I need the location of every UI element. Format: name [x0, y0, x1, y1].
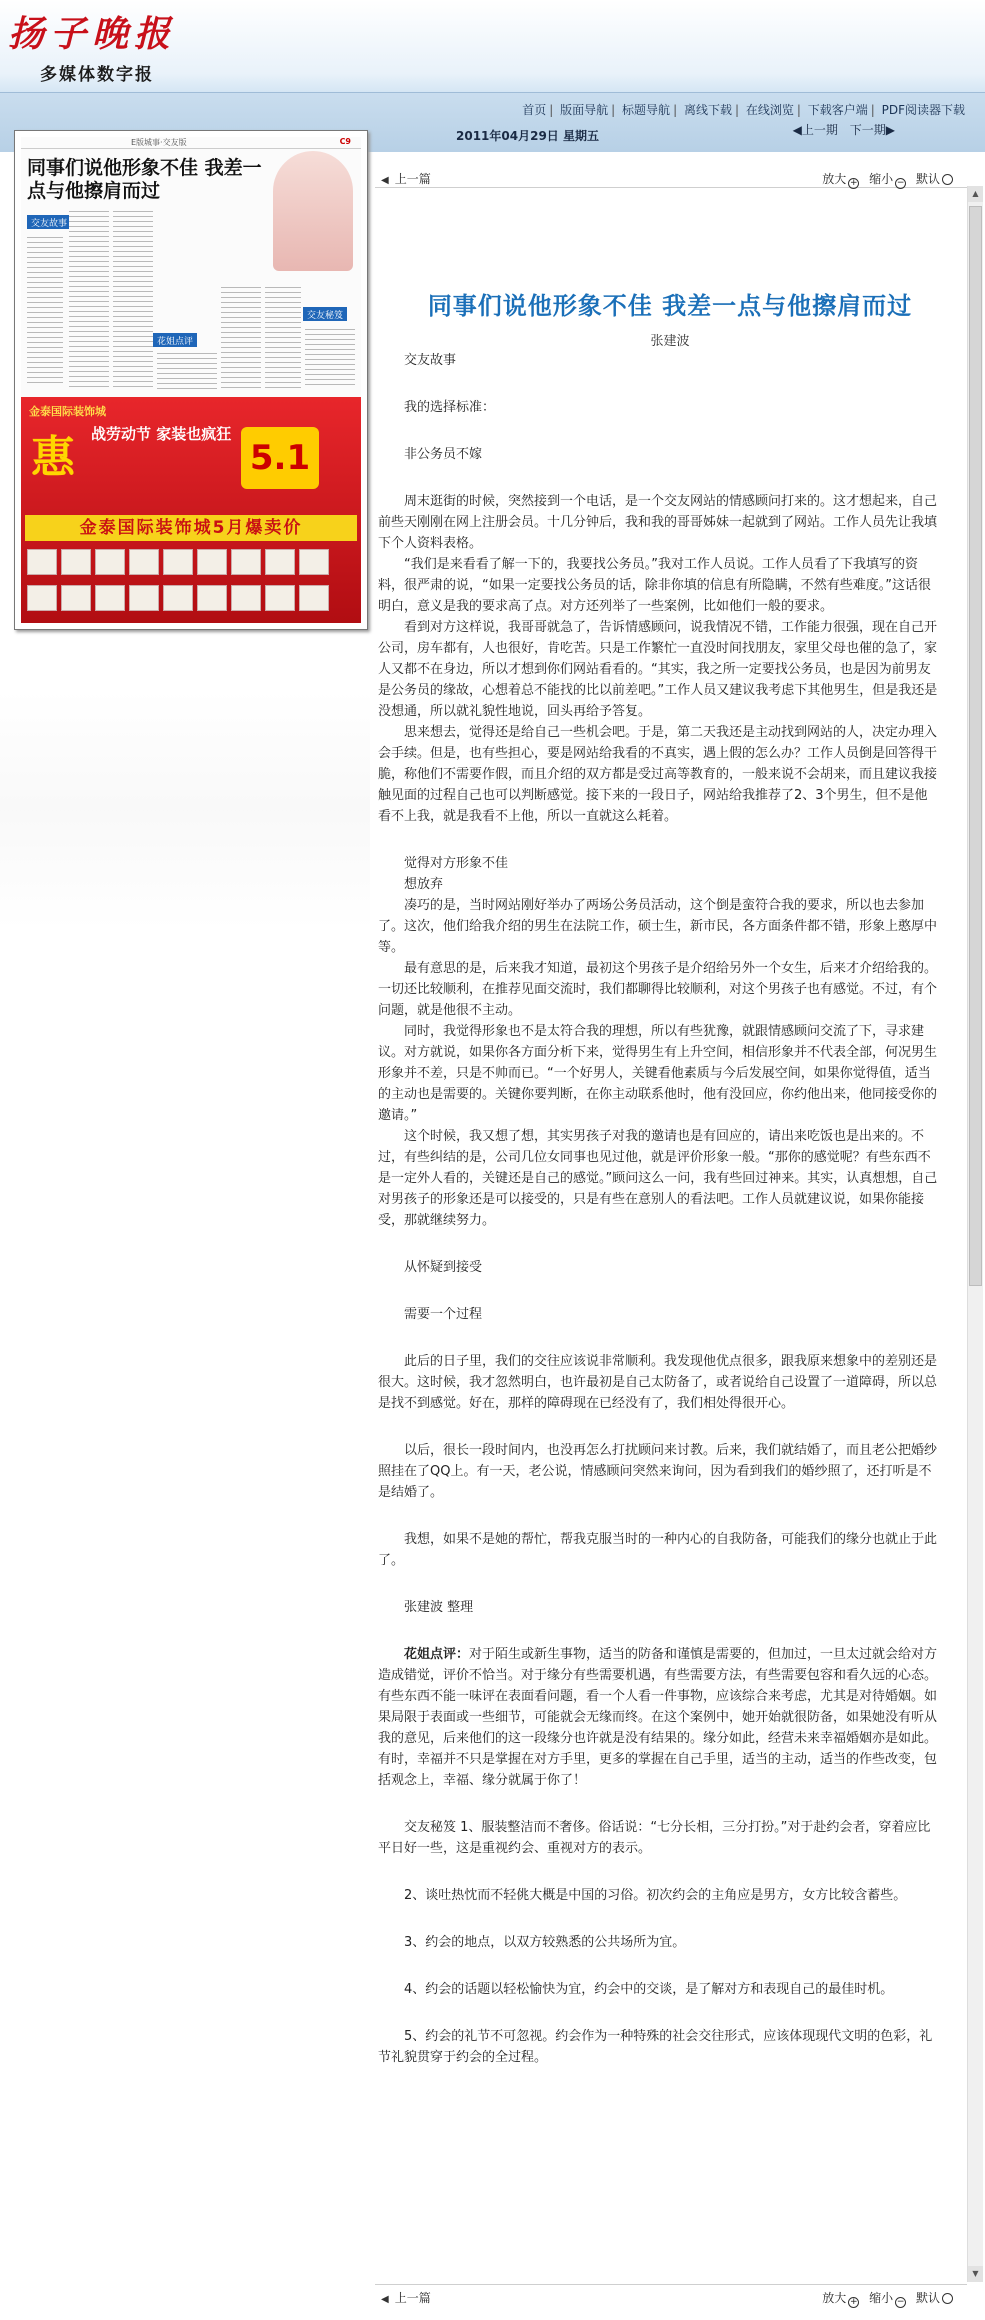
article-paragraph: 我想，如果不是她的帮忙，帮我克服当时的一种内心的自我防备，可能我们的缘分也就止于此了。	[378, 1532, 938, 1568]
article-tip: 2、谈吐热忱而不轻佻大概是中国的习俗。初次约会的主角应是男方，女方比较含蓄些。	[404, 1888, 907, 1903]
article-toolbar-top	[375, 166, 967, 188]
plus-icon: +	[850, 2297, 858, 2307]
zoom-out-button[interactable]: 缩小 −	[869, 2291, 905, 2307]
nav-page-navigation[interactable]: 版面导航	[560, 103, 609, 117]
radio-icon	[942, 2293, 953, 2304]
article-paragraph: 此后的日子里，我们的交往应该说非常顺利。我发现他优点很多，跟我原来想象中的差别还是很大。这时候，我才忽然明白，也许最初是自己太防备了，或者说给自己设置了一道障碍，所以总是找不到感觉。好在，那样的障碍现在已经没有了，我们相处得很开心。	[378, 1354, 938, 1411]
ad-product-image	[27, 549, 57, 575]
nav-client-download[interactable]: 下载客户端	[807, 103, 868, 117]
thumbnail-page-number: C9	[339, 137, 351, 146]
article-paragraph: 思来想去，觉得还是给自己一些机会吧。于是，第二天我还是主动找到网站的人，决定办理入会手续。但是，也有些担心，要是网站给我看的不真实，遇上假的怎么办？工作人员倒是回答得干脆，称他们不需要作假，而且介绍的双方都是受过高等教育的，一般来说不会胡来，而且建议我接触见面的过程自己也可以判断感觉。接下来的一段日子，网站给我推荐了2、3个男生，但不是他看不上我，就是我看不上他，所以一直就这么耗着。	[378, 725, 938, 824]
thumbnail-tag-comment: 花姐点评	[153, 333, 197, 347]
article-tip: 交友秘笈 1、服装整洁而不奢侈。俗话说：“七分长相，三分打扮。”对于赴约会者，穿着应比平日好一些，这是重视约会、重视对方的表示。	[378, 1820, 931, 1856]
ad-product-image	[299, 549, 329, 575]
site-header	[0, 0, 985, 92]
zoom-in-button[interactable]: 放大 +	[822, 172, 858, 188]
ad-product-image	[27, 585, 57, 611]
ad-banner: 金泰国际装饰城5月爆卖价	[25, 515, 357, 541]
thumbnail-text-column	[305, 325, 355, 389]
thumbnail-tag-tips: 交友秘笈	[303, 307, 347, 321]
article-byline: 张建波 整理	[404, 1600, 474, 1615]
site-logo[interactable]: 扬子晚报	[8, 13, 177, 55]
article-toolbar-bottom	[375, 2284, 967, 2306]
thumbnail-headline[interactable]: 同事们说他形象不佳 我差一点与他擦肩而过	[27, 157, 262, 202]
nav-title-navigation[interactable]: 标题导航	[622, 103, 671, 117]
thumbnail-tag-story: 交友故事	[27, 215, 71, 229]
ad-slogan: 战劳动节 家装也疯狂	[91, 425, 232, 443]
ad-product-image	[299, 585, 329, 611]
article-paragraph: 凑巧的是，当时网站刚好举办了两场公务员活动，这个倒是蛮符合我的要求，所以也去参加了。这次，他们给我介绍的男生在法院工作，硕士生，新市民，各方面条件都不错，形象上憨厚中等。	[378, 898, 938, 955]
article-subheading: 觉得对方形象不佳	[404, 856, 509, 871]
ad-product-image	[197, 549, 227, 575]
site-subtitle: 多媒体数字报	[40, 65, 154, 85]
page-thumbnail-image[interactable]	[21, 137, 361, 623]
zoom-out-button[interactable]: 缩小 −	[869, 172, 905, 188]
article-paragraph: 我的选择标准：	[404, 400, 496, 415]
zoom-in-button[interactable]: 放大 +	[822, 2291, 858, 2307]
ad-headline-char: 惠	[31, 432, 75, 483]
thumbnail-text-column	[265, 283, 301, 389]
article-paragraph: 最有意思的是，后来我才知道，最初这个男孩子是介绍给另外一个女生，后来才介绍给我的。一切还比较顺利，在推荐见面交流时，我们都聊得比较顺利，对这个男孩子也有感觉。不过，有个问题，就是他很不主动。	[378, 961, 938, 1018]
ad-product-image	[61, 549, 91, 575]
thumbnail-section: E版城事·交友版	[131, 138, 187, 147]
article-paragraph: 以后，很长一段时间内，也没再怎么打扰顾问来讨教。后来，我们就结婚了，而且老公把婚纱照挂在了QQ上。有一天，老公说，情感顾问突然来询问，因为看到我们的婚纱照了，还打听是不是结婚了。	[378, 1443, 938, 1500]
next-issue-link[interactable]: 下一期▶	[849, 123, 895, 137]
left-blank-area	[0, 690, 370, 930]
thumbnail-text-column	[113, 207, 153, 387]
ad-product-image	[163, 549, 193, 575]
prev-article-link-bottom[interactable]: ◀ 上一篇	[381, 2291, 431, 2305]
thumbnail-text-column	[27, 233, 63, 383]
thumbnail-advertisement	[21, 397, 361, 623]
ad-product-image	[231, 549, 261, 575]
article-tip: 4、约会的话题以轻松愉快为宜，约会中的交谈，是了解对方和表现自己的最佳时机。	[404, 1982, 894, 1997]
minus-icon: −	[896, 178, 905, 188]
article-paragraph: 周末逛街的时候，突然接到一个电话，是一个交友网站的情感顾问打来的。这才想起来，自己前些天刚刚在网上注册会员。十几分钟后，我和我的哥哥姊妹一起就到了网站。工作人员先让我填下个人资料表格。	[378, 494, 938, 551]
thumbnail-text-column	[221, 283, 261, 389]
nav-pdf-reader-download[interactable]: PDF阅读器下载	[881, 103, 965, 117]
thumbnail-text-column	[69, 207, 109, 387]
nav-home[interactable]: 首页	[522, 103, 547, 117]
thumbnail-illustration	[273, 151, 353, 271]
scrollbar-thumb[interactable]	[969, 206, 982, 1286]
ad-product-image	[197, 585, 227, 611]
issue-date: 2011年04月29日 星期五	[456, 129, 599, 143]
comment-label: 花姐点评：	[404, 1647, 470, 1662]
ad-brand: 金泰国际装饰城	[29, 405, 106, 418]
right-arrow-icon: ▶	[885, 123, 895, 137]
article-paragraph: 交友故事	[404, 353, 457, 368]
article-body	[378, 350, 940, 2068]
scroll-up-arrow-icon[interactable]: ▲	[968, 186, 983, 202]
nav-offline-download[interactable]: 离线下载	[683, 103, 732, 117]
radio-icon	[942, 174, 953, 185]
thumbnail-text-column	[157, 349, 217, 389]
article-subheading: 需要一个过程	[404, 1307, 483, 1322]
article-subheading: 想放弃	[404, 877, 444, 892]
ad-date-badge: 5.1	[241, 427, 319, 489]
left-triangle-icon: ◀	[381, 2294, 389, 2305]
zoom-default-button[interactable]: 默认	[916, 172, 959, 186]
article-author: 张建波	[650, 334, 690, 349]
article-comment	[378, 1644, 940, 1791]
article-scrollbar[interactable]	[967, 186, 983, 2282]
ad-product-image	[163, 585, 193, 611]
article-paragraph: 看到对方这样说，我哥哥就急了，告诉情感顾问，说我情况不错，工作能力很强，现在自己开公司，房车都有，人也很好，肯吃苦。只是工作繁忙一直没时间找朋友，家里父母也催的急了，家人又都不在身边，所以才想到你们网站看看的。“其实，我之所一定要找公务员，也是因为前男友是公务员的缘故，心想着总不能找的比以前差吧。”工作人员又建议我考虑下其他男生，但是我还是没想通，所以就礼貌性地说，回头再给予答复。	[378, 620, 938, 719]
zoom-controls-bottom	[822, 2289, 959, 2308]
thumbnail-header	[21, 137, 361, 149]
prev-article-link[interactable]: ◀ 上一篇	[381, 172, 431, 186]
minus-icon: −	[896, 2297, 905, 2307]
article-title: 同事们说他形象不佳 我差一点与他擦肩而过	[427, 292, 913, 320]
ad-product-image	[265, 549, 295, 575]
left-arrow-icon: ◀	[792, 123, 802, 137]
ad-product-image	[265, 585, 295, 611]
ad-product-image	[231, 585, 261, 611]
scroll-down-arrow-icon[interactable]: ▼	[968, 2266, 983, 2282]
comment-text: 对于陌生或新生事物，适当的防备和谨慎是需要的，但加过，一旦太过就会给对方造成错觉，评价不恰当。对于缘分有些需要机遇，有些需要方法，有些需要包容和看久远的心态。有些东西不能一味评在表面看问题，看一个人看一件事物，应该综合来考虑，尤其是对待婚姻。如果局限于表面或一些细节，可能就会无缘而终。在这个案例中，她开始就很防备，如果她没有听从我的意见，后来他们的这一段缘分也许就是没有结果的。缘分如此，经营未来幸福婚姻亦是如此。有时，幸福并不只是掌握在对方手里，更多的掌握在自己手里，适当的主动，适当的作些改变，包括观念上，幸福、缘分就属于你了！	[378, 1647, 938, 1788]
left-triangle-icon: ◀	[381, 175, 389, 186]
page-thumbnail[interactable]	[14, 130, 368, 630]
nav-online-browse[interactable]: 在线浏览	[745, 103, 794, 117]
article-paragraph: 这个时候，我又想了想，其实男孩子对我的邀请也是有回应的，请出来吃饭也是出来的。不过，有些纠结的是，公司几位女同事也见过他，就是评价形象一般。“那你的感觉呢？有些东西不是一定外人看的，关键还是自己的感觉。”顾问这么一问，我有些回过神来。其实，认真想想，自己对男孩子的形象还是可以接受的，只是有些在意别人的看法吧。工作人员就建议说，如果你能接受，那就继续努力。	[378, 1129, 938, 1228]
ad-product-image	[61, 585, 91, 611]
article-tip: 5、约会的礼节不可忽视。约会作为一种特殊的社会交往形式，应该体现现代文明的色彩，礼节礼貌贯穿于约会的全过程。	[378, 2029, 933, 2065]
ad-product-image	[95, 585, 125, 611]
article-tip: 3、约会的地点，以双方较熟悉的公共场所为宜。	[404, 1935, 686, 1950]
article-paragraph: “我们是来看看了解一下的，我要找公务员。”我对工作人员说。工作人员看了下我填写的资料，很严肃的说，“如果一定要找公务员的话，除非你填的信息有所隐瞒，不然有些难度。”这话很明白，意义是我的要求高了点。对方还列举了一些案例，比如他们一般的要求。	[378, 557, 931, 614]
ad-product-image	[95, 549, 125, 575]
article-paragraph: 同时，我觉得形象也不是太符合我的理想，所以有些犹豫，就跟情感顾问交流了下，寻求建议。对方就说，如果你各方面分析下来，觉得男生有上升空间，相信形象并不代表全部，何况男生形象并不差，只是不帅而已。“一个好男人，关键看他素质与今后发展空间，如果你觉得值，适当的主动也是需要的。关键你要判断，在你主动联系他时，他有没回应，你约他出来，他同接受你的邀请。”	[378, 1024, 938, 1123]
issue-navigation	[777, 121, 895, 138]
article-paragraph: 非公务员不嫁	[404, 447, 483, 462]
zoom-controls	[822, 170, 959, 189]
prev-issue-link[interactable]: ◀上一期	[792, 123, 838, 137]
ad-product-image	[129, 585, 159, 611]
article-subheading: 从怀疑到接受	[404, 1260, 483, 1275]
ad-product-image	[129, 549, 159, 575]
top-nav-links: 首页 | 版面导航 | 标题导航 | 离线下载 | 在线浏览 | 下载客户端 | PDF阅读器下载	[522, 103, 965, 117]
zoom-default-button[interactable]: 默认	[916, 2291, 959, 2305]
plus-icon: +	[850, 178, 858, 188]
